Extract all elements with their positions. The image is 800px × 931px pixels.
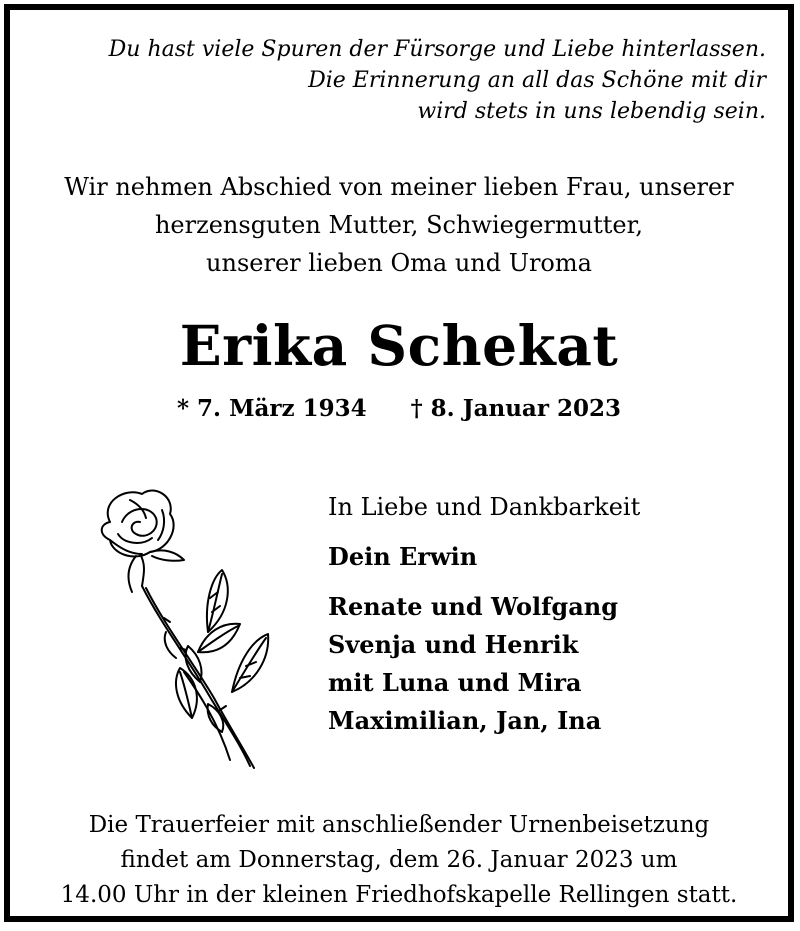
family-intro: In Liebe und Dankbarkeit — [328, 493, 641, 521]
birth-date: * 7. März 1934 — [177, 395, 367, 422]
family-member: Renate und Wolfgang — [328, 592, 618, 621]
rose-drawing-icon — [80, 482, 280, 772]
service-line: findet am Donnerstag, dem 26. Januar 2023 um — [120, 847, 678, 873]
farewell-intro — [10, 168, 788, 282]
memorial-quote — [109, 34, 766, 127]
life-dates — [10, 392, 788, 426]
family-signatures — [328, 488, 640, 740]
deceased-name: Erika Schekat — [179, 313, 619, 378]
quote-line: Du hast viele Spuren der Fürsorge und Liebe hinterlassen. — [108, 37, 766, 62]
service-line: 14.00 Uhr in der kleinen Friedhofskapelle Rellingen statt. — [60, 882, 738, 908]
intro-line: herzensguten Mutter, Schwiegermutter, — [154, 211, 644, 239]
death-date: † 8. Januar 2023 — [410, 395, 621, 422]
spouse-name: Dein Erwin — [328, 542, 478, 571]
service-line: Die Trauerfeier mit anschließender Urnenbeisetzung — [88, 812, 710, 838]
funeral-service-info — [10, 808, 788, 913]
family-member: Svenja und Henrik — [328, 630, 579, 659]
family-member: mit Luna und Mira — [328, 668, 582, 697]
intro-line: unserer lieben Oma und Uroma — [206, 249, 592, 277]
quote-line: wird stets in uns lebendig sein. — [417, 99, 766, 124]
quote-line: Die Erinnerung an all das Schöne mit dir — [308, 68, 766, 93]
intro-line: Wir nehmen Abschied von meiner lieben Frau, unserer — [64, 173, 734, 201]
family-member: Maximilian, Jan, Ina — [328, 706, 602, 735]
obituary-frame — [4, 4, 794, 922]
